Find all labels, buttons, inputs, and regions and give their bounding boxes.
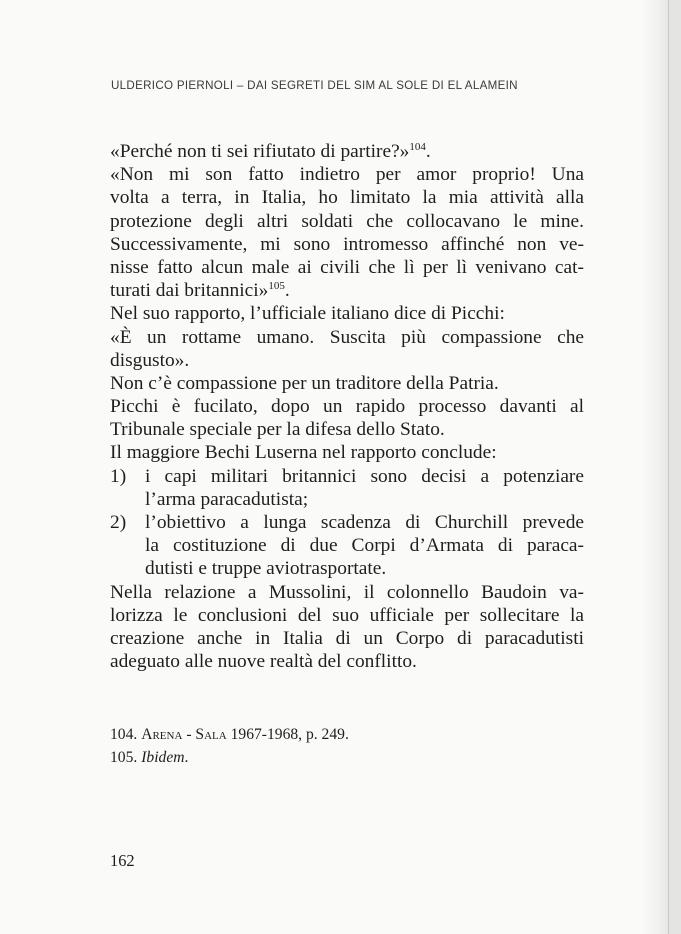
text-line: nisse fatto alcun male ai civili che lì per lì venivano cat- xyxy=(110,256,584,278)
text-line: la costituzione di due Corpi d’Armata di paraca- xyxy=(145,535,584,557)
author-name: Arena xyxy=(141,726,183,743)
footnotes xyxy=(110,724,584,769)
list-item xyxy=(110,511,584,581)
text-line: l’arma paracadutista; xyxy=(145,488,309,510)
running-head: ULDERICO PIERNOLI – DAI SEGRETI DEL SIM AL SOLE DI EL ALAMEIN xyxy=(111,79,518,92)
text-line: «È un rottame umano. Suscita più compassione che xyxy=(110,326,584,348)
list-number: 2) xyxy=(110,512,127,533)
text-line: Non c’è compassione per un traditore della Patria. xyxy=(110,372,499,394)
list-item xyxy=(110,465,584,511)
list-number: 1) xyxy=(110,465,127,487)
text-line: Tribunale speciale per la difesa dello Stato. xyxy=(110,419,445,441)
footnote-ref-104[interactable]: 104 xyxy=(409,141,426,153)
text-line: volta a terra, in Italia, ho limitato la mia attività alla xyxy=(110,187,584,209)
text-line: Picchi è fucilato, dopo un rapido processo davanti al xyxy=(110,396,584,418)
text-line: turati dai britannici»$^{105}$. xyxy=(110,280,290,302)
next-page-edge xyxy=(668,0,681,934)
footnote-104: 104. Arena - Sala 1967-1968, p. 249. xyxy=(110,726,349,743)
text-line: lorizza le conclusioni del suo ufficiale per sollecitare la xyxy=(110,604,584,626)
text-line: Il maggiore Bechi Luserna nel rapporto conclude: xyxy=(110,442,497,464)
author-name: Sala xyxy=(195,726,227,743)
body-text xyxy=(110,140,584,673)
footnote-ref-105[interactable]: 105 xyxy=(268,280,285,293)
footnote-105: 105. Ibidem. xyxy=(110,748,189,766)
text-line: disgusto». xyxy=(110,349,190,371)
text-line: Successivamente, mi sono intromesso affinché non ve- xyxy=(110,233,584,255)
text-line: adeguato alle nuove realtà del conflitto. xyxy=(110,651,417,673)
text-line: Nel suo rapporto, l’ufficiale italiano dice di Picchi: xyxy=(110,303,505,325)
citation-title: Ibidem xyxy=(141,748,185,766)
text-line: l’obiettivo a lunga scadenza di Churchill prevede xyxy=(145,512,584,533)
text-line: i capi militari britannici sono decisi a potenziare xyxy=(145,465,584,487)
text-line: protezione degli altri soldati che collocavano le mine. xyxy=(110,210,584,232)
text-line: «Perché non ti sei rifiutato di partire?»$^{104}$. xyxy=(110,141,431,162)
text-line: dutisti e truppe aviotrasportate. xyxy=(145,558,387,580)
text-line: Nella relazione a Mussolini, il colonnello Baudoin va- xyxy=(110,581,584,603)
text-line: «Non mi son fatto indietro per amor proprio! Una xyxy=(110,164,584,186)
text-line: creazione anche in Italia di un Corpo di paracadutisti xyxy=(110,627,584,649)
page-number: 162 xyxy=(110,851,135,870)
